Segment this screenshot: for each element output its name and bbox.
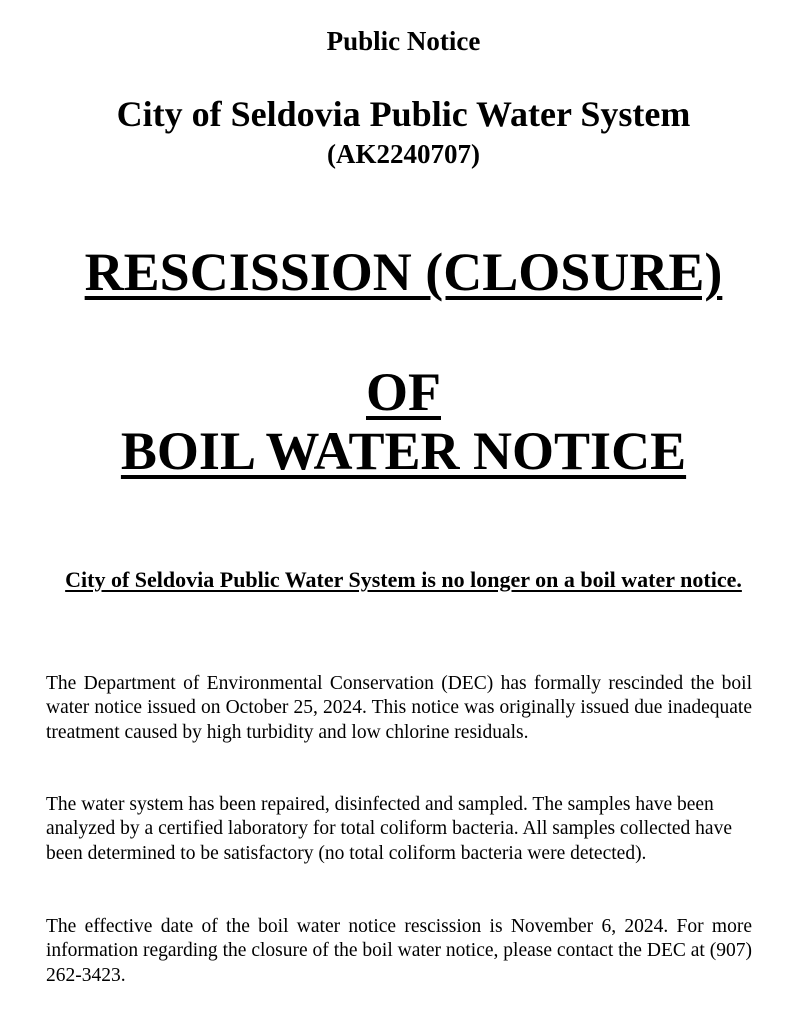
title-line-2: OF	[366, 362, 441, 422]
title-line-3: BOIL WATER NOTICE	[120, 421, 687, 481]
water-system-name: City of Seldovia Public Water System	[116, 94, 691, 134]
notice-label: Public Notice	[326, 26, 481, 56]
sampling-paragraph: The water system has been repaired, disinfected and sampled. The samples have been analyzed by a certified laboratory for total coliform bacteria. All samples collected have been determined to be satisfactory (no total coliform bacteria were detected).	[46, 794, 732, 864]
water-system-id: (AK2240707)	[327, 139, 480, 169]
rescission-paragraph: The Department of Environmental Conservation (DEC) has formally rescinded the boil water notice issued on October 25, 2024. This notice was originally issued due inadequate treatment caused by high turbidity and low chlorine residuals.	[46, 673, 752, 743]
status-subheading: City of Seldovia Public Water System is no longer on a boil water notice.	[65, 567, 742, 592]
title-line-1: RESCISSION (CLOSURE)	[84, 242, 723, 302]
effective-date-paragraph: The effective date of the boil water notice rescission is November 6, 2024. For more information regarding the closure of the boil water notice, please contact the DEC at (907) 262-3423.	[46, 916, 752, 986]
